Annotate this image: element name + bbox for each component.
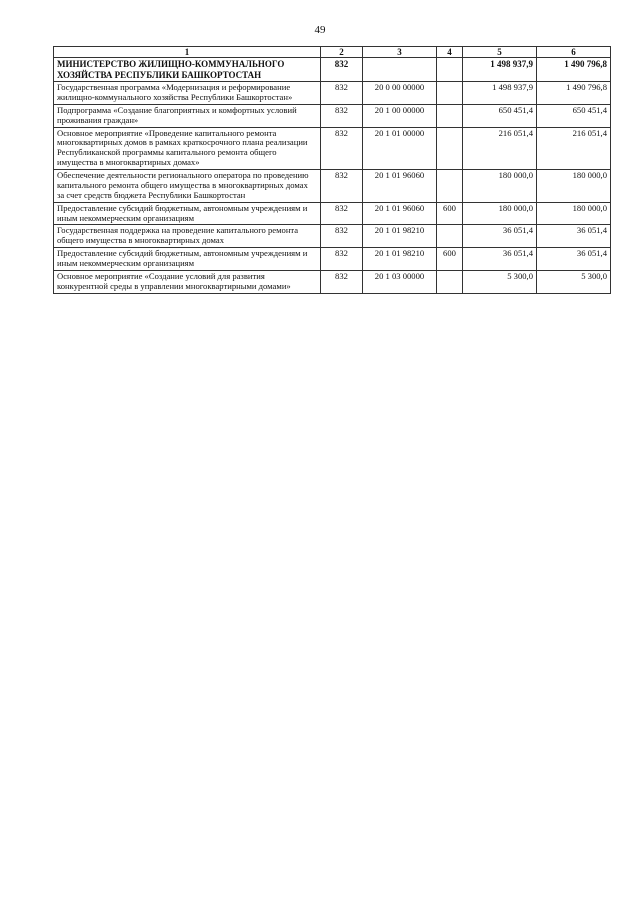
amount-year1-cell: 5 300,0 — [463, 270, 537, 293]
column-header-3: 3 — [363, 47, 437, 58]
amount-year2-cell: 1 490 796,8 — [537, 82, 611, 105]
expense-type-cell — [437, 170, 463, 203]
target-article-cell: 20 1 03 00000 — [363, 270, 437, 293]
amount-year2-cell: 650 451,4 — [537, 104, 611, 127]
column-header-2: 2 — [321, 47, 363, 58]
amount-year2-cell: 1 490 796,8 — [537, 58, 611, 82]
amount-year1-cell: 180 000,0 — [463, 202, 537, 225]
target-article-cell: 20 1 01 00000 — [363, 127, 437, 170]
amount-year2-cell: 36 051,4 — [537, 225, 611, 248]
expense-type-cell: 600 — [437, 248, 463, 271]
row-name-cell: Обеспечение деятельности регионального оператора по проведению капитального ремонта общего имущества в многоквартирных домах за счет средств бюджета Республики Башкортостан — [54, 170, 321, 203]
ministry-code-cell: 832 — [321, 82, 363, 105]
column-header-4: 4 — [437, 47, 463, 58]
expense-type-cell: 600 — [437, 202, 463, 225]
column-header-1: 1 — [54, 47, 321, 58]
column-header-6: 6 — [537, 47, 611, 58]
table-row — [54, 82, 611, 105]
amount-year2-cell: 5 300,0 — [537, 270, 611, 293]
amount-year1-cell: 216 051,4 — [463, 127, 537, 170]
row-name-cell: МИНИСТЕРСТВО ЖИЛИЩНО-КОММУНАЛЬНОГО ХОЗЯЙСТВА РЕСПУБЛИКИ БАШКОРТОСТАН — [54, 58, 321, 82]
target-article-cell: 20 1 01 98210 — [363, 225, 437, 248]
expense-type-cell — [437, 58, 463, 82]
row-name-cell: Предоставление субсидий бюджетным, автономным учреждениям и иным некоммерческим организациям — [54, 248, 321, 271]
row-name-cell: Предоставление субсидий бюджетным, автономным учреждениям и иным некоммерческим организациям — [54, 202, 321, 225]
budget-table — [53, 46, 611, 294]
ministry-code-cell: 832 — [321, 127, 363, 170]
expense-type-cell — [437, 225, 463, 248]
amount-year1-cell: 650 451,4 — [463, 104, 537, 127]
table-row — [54, 202, 611, 225]
target-article-cell: 20 1 01 98210 — [363, 248, 437, 271]
table-header-row — [54, 47, 611, 58]
expense-type-cell — [437, 127, 463, 170]
expense-type-cell — [437, 104, 463, 127]
amount-year2-cell: 36 051,4 — [537, 248, 611, 271]
target-article-cell: 20 1 01 96060 — [363, 202, 437, 225]
row-name-cell: Основное мероприятие «Проведение капитального ремонта многоквартирных домов в рамках краткосрочного плана реализации Республиканской программы капитального ремонта общего имущества в многоквартирных домах» — [54, 127, 321, 170]
expense-type-cell — [437, 270, 463, 293]
ministry-code-cell: 832 — [321, 104, 363, 127]
table-row — [54, 225, 611, 248]
amount-year2-cell: 180 000,0 — [537, 202, 611, 225]
table-body — [54, 58, 611, 293]
table-row — [54, 170, 611, 203]
ministry-code-cell: 832 — [321, 202, 363, 225]
expense-type-cell — [437, 82, 463, 105]
target-article-cell: 20 1 01 96060 — [363, 170, 437, 203]
amount-year1-cell: 36 051,4 — [463, 225, 537, 248]
ministry-code-cell: 832 — [321, 170, 363, 203]
row-name-cell: Государственная поддержка на проведение капитального ремонта общего имущества в многоквартирных домах — [54, 225, 321, 248]
row-name-cell: Подпрограмма «Создание благоприятных и комфортных условий проживания граждан» — [54, 104, 321, 127]
ministry-code-cell: 832 — [321, 58, 363, 82]
ministry-code-cell: 832 — [321, 225, 363, 248]
amount-year1-cell: 180 000,0 — [463, 170, 537, 203]
target-article-cell: 20 1 00 00000 — [363, 104, 437, 127]
ministry-code-cell: 832 — [321, 248, 363, 271]
amount-year2-cell: 216 051,4 — [537, 127, 611, 170]
row-name-cell: Основное мероприятие «Создание условий для развития конкурентной среды в управлении многоквартирными домами» — [54, 270, 321, 293]
amount-year1-cell: 1 498 937,9 — [463, 58, 537, 82]
table-row — [54, 127, 611, 170]
amount-year1-cell: 36 051,4 — [463, 248, 537, 271]
amount-year1-cell: 1 498 937,9 — [463, 82, 537, 105]
table-row — [54, 270, 611, 293]
ministry-code-cell: 832 — [321, 270, 363, 293]
table-row — [54, 58, 611, 82]
table-row — [54, 104, 611, 127]
target-article-cell — [363, 58, 437, 82]
target-article-cell: 20 0 00 00000 — [363, 82, 437, 105]
page-number: 49 — [314, 24, 326, 36]
table-row — [54, 248, 611, 271]
row-name-cell: Государственная программа «Модернизация и реформирование жилищно-коммунального хозяйства Республики Башкортостан» — [54, 82, 321, 105]
amount-year2-cell: 180 000,0 — [537, 170, 611, 203]
column-header-5: 5 — [463, 47, 537, 58]
